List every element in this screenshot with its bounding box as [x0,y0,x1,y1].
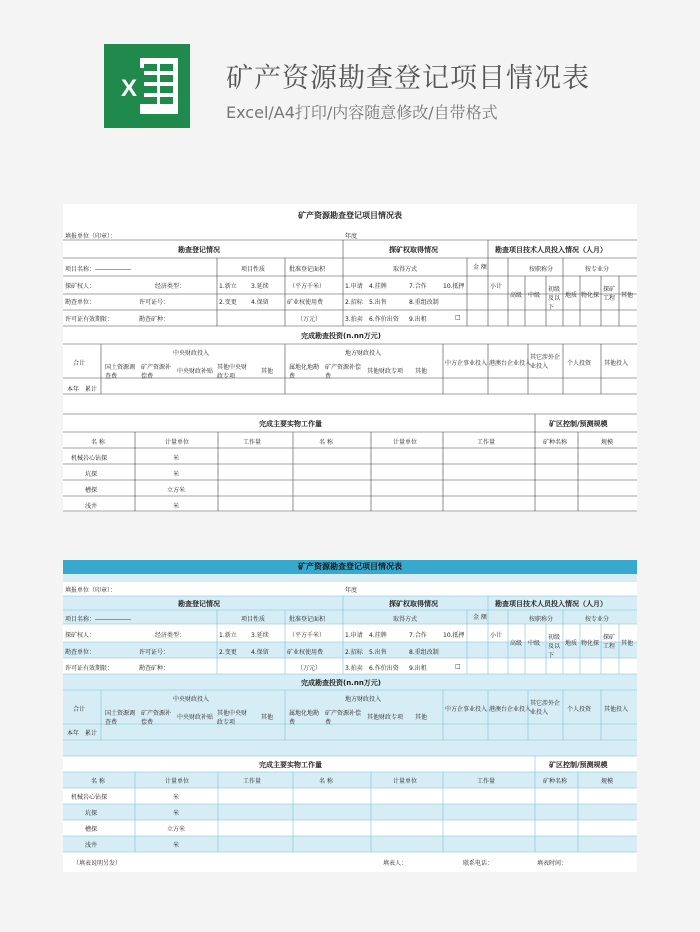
nature-change: 2.变更 [219,299,237,306]
acq-lease: 9.出租 [409,665,427,672]
section-staff: 勘查项目技术人员投入情况（人月） [495,246,607,254]
section-investment: 完成勘查投资(n.nn万元) [301,332,382,340]
middle-label: 中级 [528,640,541,647]
name-header-2: 名 称 [319,439,333,446]
other-foreign-label: 其它涉外企业投入 [530,354,561,370]
other-local-short: 其他 [415,714,428,721]
hk-macau-label: 港澳台企业投入 [489,360,532,367]
project-name-blank: ____________ [95,263,131,270]
survey-unit-label: 勘查单位： [65,649,96,656]
subtotal-label: 小计 [490,632,503,639]
workload-header: 工作量 [243,439,262,446]
section-investment: 完成勘查投资(n.nn万元) [301,679,382,687]
unit-header: 计量单位 [165,439,190,446]
nature-retain: 4.保留 [251,649,269,656]
by-title-label: 按职称分 [529,266,554,273]
workload-header-2: 工作量 [477,778,496,785]
acq-restructure: 8.重组改制 [409,649,439,656]
project-name-label: 项目名称： [65,616,96,623]
section-mining-rights: 探矿权取得情况 [389,600,438,608]
fee-unit: （万元） [297,665,322,672]
comp-fee-label: 矿产资源补偿费 [141,364,172,380]
geophysics-label: 物化探 [581,640,600,647]
unit-header-2: 计量单位 [393,778,418,785]
row-unit: 米 [173,455,180,462]
year-label: 年度 [345,233,358,240]
acq-restructure: 8.重组改制 [409,299,439,306]
comp-fee-label: 矿产资源补偿费 [141,710,172,726]
central-sub-label: 中央财政补贴 [177,714,214,721]
mining-eng-label: 探矿工程 [603,286,616,302]
filler-label: 填表人： [383,860,408,867]
explorer-label: 探矿权人： [65,283,96,290]
acq-list: 4.挂牌 [369,283,387,290]
junior-label: 初级及以下 [548,634,561,659]
name-header: 名 称 [91,778,105,785]
unit-header: 计量单位 [165,778,190,785]
other-label: 其他 [621,640,634,647]
central-finance-label: 中央财政投入 [173,350,210,357]
nature-change: 2.变更 [219,649,237,656]
excel-logo-icon [104,44,190,128]
central-finance-label: 中央财政投入 [173,696,210,703]
central-soe-label: 中方企事业投入 [445,706,488,713]
fee-unit: （万元） [297,316,322,323]
permit-no-label: 许可证号： [139,299,170,306]
geology-label: 地质 [565,640,578,647]
row-unit: 米 [173,471,180,478]
project-nature-label: 项目性质 [241,266,266,273]
by-title-label: 按职称分 [529,616,554,623]
other-finance-label: 其他财政专项 [367,714,404,721]
acq-capital: 6.作价出资 [369,665,399,672]
permit-no-label: 许可证号： [139,649,170,656]
other-central-short: 其他 [261,368,274,375]
acq-sale: 5.出售 [369,299,387,306]
row-unit: 立方米 [167,826,186,833]
spreadsheet-preview-blue [63,560,637,872]
local-finance-label: 地方财政投入 [345,696,382,703]
row-name: 坑探 [85,471,98,478]
acq-coop: 7.合作 [409,632,427,639]
local-comp-label: 矿产资源补偿费 [325,364,362,380]
section-workload: 完成主要实物工作量 [259,761,322,769]
svg-text:X: X [120,75,138,102]
workload-header: 工作量 [243,778,262,785]
central-soe-label: 中方企事业投入 [445,360,488,367]
scale-header: 规模 [601,778,614,785]
other-invest-label: 其他投入 [604,360,629,367]
mineral-type-label: 勘查矿种： [139,665,170,672]
row-unit: 米 [173,503,180,510]
amount-label: 金 额 [473,614,487,621]
acq-coop: 7.合作 [409,283,427,290]
mining-fee-label: 矿业权使用费 [287,299,324,306]
acq-sale: 5.出售 [369,649,387,656]
row-name: 机械岩心钻探 [71,455,108,462]
sheet-title: 矿产资源勘查登记项目情况表 [298,211,402,220]
fill-unit-label: 填报单位（印章）： [65,587,117,594]
acq-apply: 1.申请 [345,632,363,639]
geophysics-label: 物化探 [581,292,600,299]
acq-lease: 9.出租 [409,316,427,323]
page-subtitle: Excel/A4打印/内容随意修改/自带格式 [226,103,498,122]
total-label: 合计 [73,706,86,713]
by-specialty-label: 按专业分 [585,266,610,273]
spreadsheet-preview-plain [63,204,637,512]
economic-type-label: 经济类型： [155,632,186,639]
geology-label: 地质 [565,292,578,299]
scale-header: 规模 [601,439,614,446]
hk-macau-label: 港澳台企业投入 [489,706,532,713]
acq-tender: 2.招标 [345,299,363,306]
section-workload: 完成主要实物工作量 [259,420,322,428]
workload-header-2: 工作量 [477,439,496,446]
local-fee-label: 属地化地勘费 [289,710,320,726]
survey-unit-label: 勘查单位： [65,299,96,306]
fill-date-label: 填表时间： [537,860,568,867]
section-control: 矿区控制/预测规模 [549,761,608,769]
nature-retain: 4.保留 [251,299,269,306]
nat-fee-label: 国土资源调查费 [105,710,136,726]
mineral-name-header: 矿种名称 [543,439,568,446]
junior-label: 初级及以下 [548,286,561,311]
section-control: 矿区控制/预测规模 [549,420,608,428]
nature-new: 1.新立 [219,632,237,639]
acq-auction: 3.拍卖 [345,665,363,672]
acq-apply: 1.申请 [345,283,363,290]
nature-extend: 3.延续 [251,632,269,639]
row-name: 机械岩心钻探 [71,794,108,801]
row-unit: 米 [173,842,180,849]
acq-tender: 2.招标 [345,649,363,656]
acquisition-method-label: 取得方式 [393,266,418,273]
page-title: 矿产资源勘查登记项目情况表 [226,63,590,94]
other-label: 其他 [621,292,634,299]
phone-label: 联系电话： [463,860,494,867]
section-registration: 勘查登记情况 [178,246,220,254]
local-comp-label: 矿产资源补偿费 [325,710,362,726]
other-local-short: 其他 [415,368,428,375]
other-central-label: 其他中央财政专项 [217,710,248,726]
other-central-label: 其他中央财政专项 [217,364,248,380]
approved-area-label: 批准登记面积 [289,616,326,623]
name-header-2: 名 称 [319,778,333,785]
page-header [0,0,700,190]
row-unit: 米 [173,794,180,801]
individual-label: 个人投资 [567,706,592,713]
by-specialty-label: 按专业分 [585,616,610,623]
local-fee-label: 属地化地勘费 [289,364,320,380]
unit-header-2: 计量单位 [393,439,418,446]
validity-label: 许可证有效期限： [65,665,114,672]
senior-label: 高级 [510,640,523,647]
nature-new: 1.新立 [219,283,237,290]
validity-label: 许可证有效期限： [65,316,114,323]
acq-capital: 6.作价出资 [369,316,399,323]
other-foreign-label: 其它涉外企业投入 [530,700,561,716]
acq-mortgage: 10.抵押 [443,283,465,290]
local-finance-label: 地方财政投入 [345,350,382,357]
individual-label: 个人投资 [567,360,592,367]
senior-label: 高级 [510,292,523,299]
row-name: 槽探 [85,826,98,833]
this-year-label: 本年 [67,730,80,737]
row-unit: 立方米 [167,487,186,494]
section-staff: 勘查项目技术人员投入情况（人月） [495,600,607,608]
fill-unit-label: 填报单位（印章）： [65,233,117,240]
project-name-label: 项目名称： [65,266,96,273]
cumulative-label: 累计 [85,386,98,393]
area-unit: （平方千米） [289,632,326,639]
mineral-name-header: 矿种名称 [543,778,568,785]
this-year-label: 本年 [67,386,80,393]
row-name: 槽探 [85,487,98,494]
row-name: 浅井 [85,842,98,849]
sheet-title: 矿产资源勘查登记项目情况表 [63,560,637,574]
name-header: 名 称 [91,439,105,446]
checkbox-icon: □ [455,314,461,321]
central-sub-label: 中央财政补贴 [177,368,214,375]
other-central-short: 其他 [261,714,274,721]
row-name: 坑探 [85,810,98,817]
row-name: 浅井 [85,503,98,510]
total-label: 合计 [73,360,86,367]
approved-area-label: 批准登记面积 [289,266,326,273]
row-unit: 米 [173,810,180,817]
mineral-type-label: 勘查矿种： [139,316,170,323]
middle-label: 中级 [528,292,541,299]
area-unit: （平方千米） [289,283,326,290]
acquisition-method-label: 取得方式 [393,616,418,623]
amount-label: 金 额 [473,264,487,271]
checkbox-icon: □ [455,663,461,670]
section-registration: 勘查登记情况 [178,600,220,608]
mining-fee-label: 矿业权使用费 [287,649,324,656]
acq-auction: 3.拍卖 [345,316,363,323]
footer-note: （填表说明另发） [73,860,122,867]
section-mining-rights: 探矿权取得情况 [389,246,438,254]
other-finance-label: 其他财政专项 [367,368,404,375]
nat-fee-label: 国土资源调查费 [105,364,136,380]
acq-list: 4.挂牌 [369,632,387,639]
project-nature-label: 项目性质 [241,616,266,623]
mining-eng-label: 探矿工程 [603,634,616,650]
economic-type-label: 经济类型： [155,283,186,290]
acq-mortgage: 10.抵押 [443,632,465,639]
cumulative-label: 累计 [85,730,98,737]
nature-extend: 3.延续 [251,283,269,290]
project-name-blank: ____________ [95,613,131,620]
subtotal-label: 小计 [490,283,503,290]
year-label: 年度 [345,587,358,594]
other-invest-label: 其他投入 [604,706,629,713]
explorer-label: 探矿权人： [65,632,96,639]
